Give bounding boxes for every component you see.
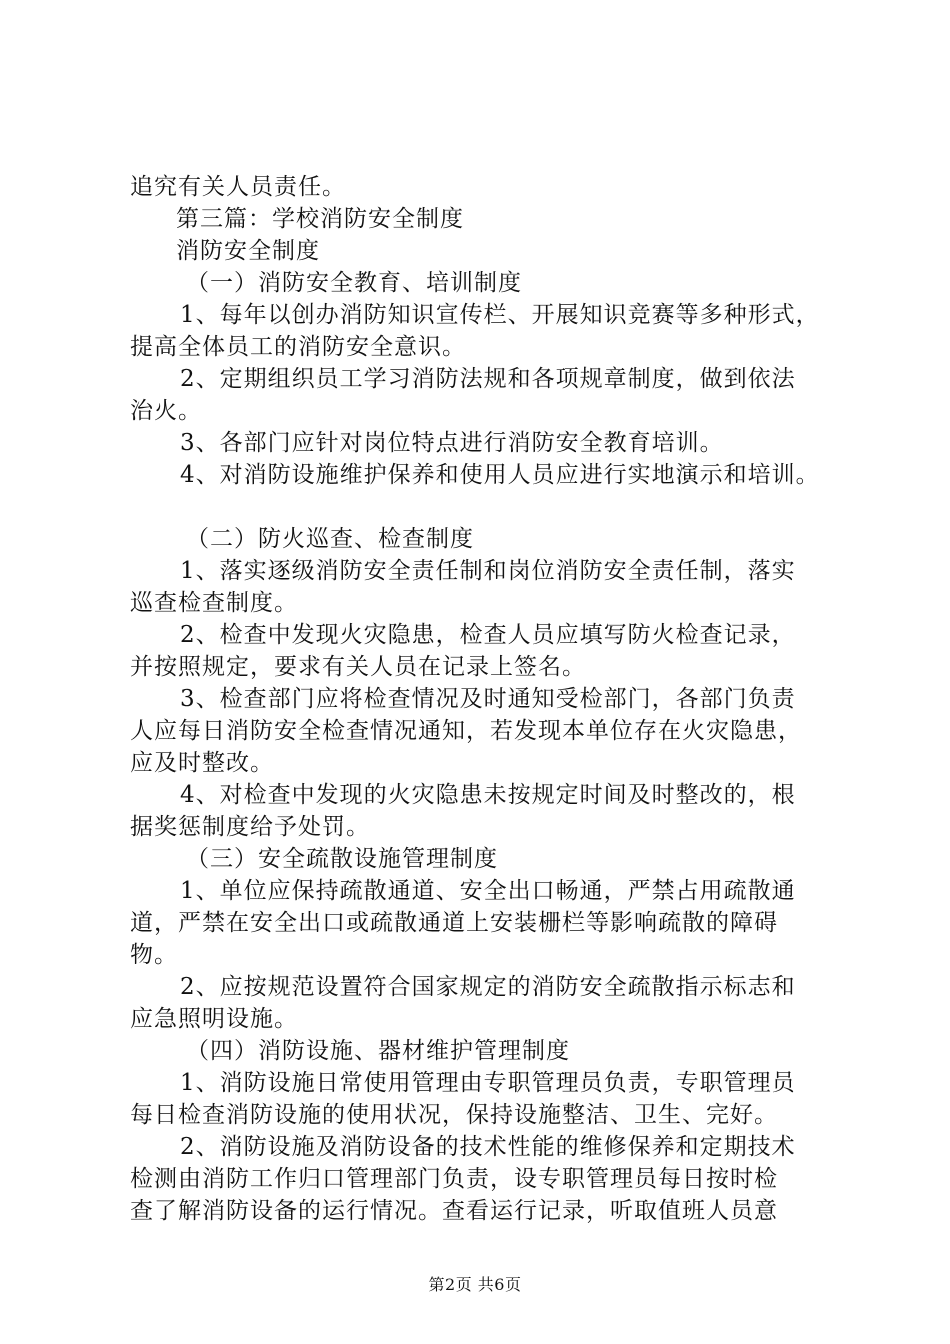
text-line: 提高全体员工的消防安全意识。 [130,334,466,360]
text-line: 查了解消防设备的运行情况。查看运行记录，听取值班人员意 [130,1198,778,1224]
text-line: 4、对消防设施维护保养和使用人员应进行实地演示和培训。 [180,462,820,488]
subsection-heading: （三）安全疏散设施管理制度 [186,846,498,872]
text-line: 2、消防设施及消防设备的技术性能的维修保养和定期技术 [180,1134,796,1160]
text-line: 道，严禁在安全出口或疏散通道上安装栅栏等影响疏散的障碍 [130,910,778,936]
text-line: 治火。 [130,398,202,424]
text-line: 应及时整改。 [130,750,274,776]
text-line: 据奖惩制度给予处罚。 [130,814,370,840]
subsection-heading: （二）防火巡查、检查制度 [186,526,474,552]
text-line: 检测由消防工作归口管理部门负责，设专职管理员每日按时检 [130,1166,778,1192]
text-line: 2、应按规范设置符合国家规定的消防安全疏散指示标志和 [180,974,796,1000]
text-line: 2、定期组织员工学习消防法规和各项规章制度，做到依法 [180,366,796,392]
subsection-heading: （一）消防安全教育、培训制度 [186,270,522,296]
text-line: 并按照规定，要求有关人员在记录上签名。 [130,654,586,680]
text-line: 3、检查部门应将检查情况及时通知受检部门，各部门负责 [180,686,796,712]
text-line: 巡查检查制度。 [130,590,298,616]
text-line: 1、单位应保持疏散通道、安全出口畅通，严禁占用疏散通 [180,878,796,904]
text-line: 1、落实逐级消防安全责任制和岗位消防安全责任制，落实 [180,558,796,584]
document-body [130,171,835,1227]
text-line: 物。 [130,942,178,968]
text-line: 人应每日消防安全检查情况通知，若发现本单位存在火灾隐患， [130,718,802,744]
text-line: 2、检查中发现火灾隐患，检查人员应填写防火检查记录， [180,622,796,648]
text-line: 应急照明设施。 [130,1006,298,1032]
section-title: 第三篇：学校消防安全制度 [176,206,464,232]
text-line: 每日检查消防设施的使用状况，保持设施整洁、卫生、完好。 [130,1102,778,1128]
page-footer: 第2页 共6页 [428,1275,522,1294]
text-line: 4、对检查中发现的火灾隐患未按规定时间及时整改的，根 [180,782,796,808]
document-title: 消防安全制度 [176,238,320,264]
text-line: 3、各部门应针对岗位特点进行消防安全教育培训。 [180,430,724,456]
text-line: 1、每年以创办消防知识宣传栏、开展知识竞赛等多种形式， [180,302,820,328]
subsection-heading: （四）消防设施、器材维护管理制度 [186,1038,570,1064]
text-line: 1、消防设施日常使用管理由专职管理员负责，专职管理员 [180,1070,796,1096]
text-line: 追究有关人员责任。 [130,174,346,200]
blank-line [130,491,835,523]
